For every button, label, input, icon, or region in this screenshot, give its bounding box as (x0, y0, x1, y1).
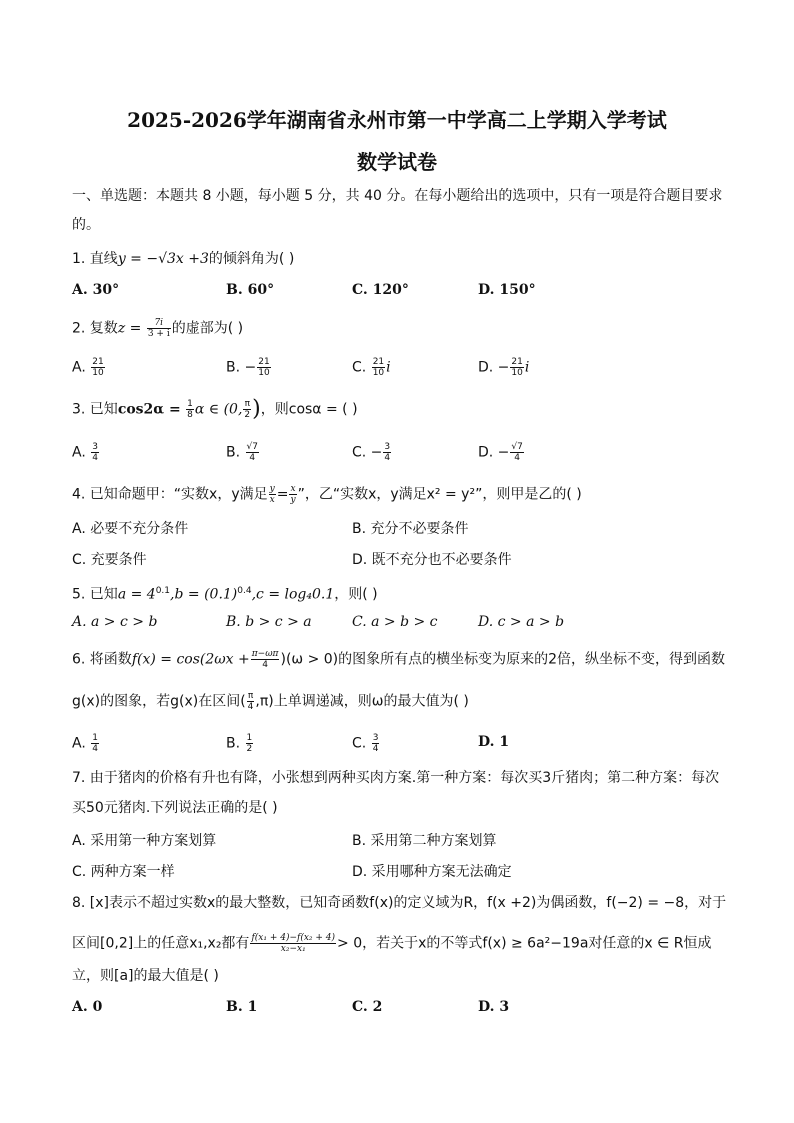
fraction: $\frac{3}{4}$ (92, 442, 98, 463)
question-3: 3. 已知cos2α = $\frac{1}{8}$ α ∈ (0, $\frac{\pi}{2}$ )，则cosα = ( ) (72, 396, 358, 422)
q3-option-b[interactable]: B. $\frac{√7}{4}$ (226, 442, 258, 463)
q6-option-c[interactable]: C. $\frac{3}{4}$ (352, 733, 379, 754)
q5-option-b[interactable]: B. b > c > a (226, 614, 312, 630)
q3-option-a[interactable]: A. $\frac{3}{4}$ (72, 442, 98, 463)
q4-option-d[interactable]: D. 既不充分也不必要条件 (352, 552, 512, 568)
q5-option-c[interactable]: C. a > b > c (352, 614, 438, 630)
q7-option-d[interactable]: D. 采用哪种方案无法确定 (352, 864, 512, 880)
q6-option-b[interactable]: B. $\frac{1}{2}$ (226, 733, 253, 754)
q5-option-d[interactable]: D. c > a > b (478, 614, 565, 630)
q8-option-d[interactable]: D. 3 (478, 999, 510, 1015)
question-6: 6. 将函数f(x) = cos(2ωx + $\frac{\pi-\omega\pi}{4}$ )(ω > 0)的图象所有点的横坐标变为原来的2倍，纵坐标不变，得到函数 (72, 649, 726, 670)
page-subtitle: 数学试卷 (357, 150, 437, 174)
fraction: $\frac{x}{y}$ (290, 484, 296, 505)
q7-option-b[interactable]: B. 采用第二种方案划算 (352, 833, 497, 849)
q2-option-b[interactable]: B. − $\frac{21}{10}$ (226, 357, 270, 378)
fraction: $\frac{√7}{4}$ (511, 442, 523, 463)
q7-option-a[interactable]: A. 采用第一种方案划算 (72, 833, 217, 849)
question-1: 1. 直线y = −√3x +3的倾斜角为( ) (72, 251, 295, 267)
fraction: $\frac{7i}{3 + i}$ (147, 318, 170, 339)
q2-option-a[interactable]: A. $\frac{21}{10}$ (72, 357, 104, 378)
section-instruction-cont: 的。 (72, 217, 100, 233)
q1-option-b[interactable]: B. 60° (226, 282, 275, 298)
q8-option-a[interactable]: A. 0 (72, 999, 103, 1015)
q6-option-d[interactable]: D. 1 (478, 734, 510, 750)
q3-option-c[interactable]: C. − $\frac{3}{4}$ (352, 442, 391, 463)
q2-option-c[interactable]: C. $\frac{21}{10}$ i (352, 357, 391, 378)
q6-option-a[interactable]: A. $\frac{1}{4}$ (72, 733, 98, 754)
page-title: 2025-2026学年湖南省永州市第一中学高二上学期入学考试 (127, 108, 667, 132)
section-instruction: 一、单选题：本题共 8 小题，每小题 5 分，共 40 分。在每小题给出的选项中，只有一项是符合题目要求 (72, 188, 723, 204)
question-8-cont: 区间[0,2]上的任意x₁,x₂都有 $\frac{\text{f(x₁ + 4)−f(x₂ + 4)}}{\text{x₂−x₁}}$ > 0，若关于x的不等式f(x) ≥ 6a²−19a对任意的x ∈ R恒成 (72, 933, 712, 954)
question-2: 2. 复数z = $\frac{7i}{3 + i}$ 的虚部为( ) (72, 318, 244, 339)
question-6-cont: g(x)的图象，若g(x)在区间( $\frac{\pi}{4}$ ,π)上单调递减，则ω的最大值为( ) (72, 691, 469, 712)
fraction: $\frac{1}{8}$ (187, 399, 193, 420)
q2-option-d[interactable]: D. − $\frac{21}{10}$ i (478, 357, 530, 378)
fraction: $\frac{21}{10}$ (258, 357, 270, 378)
fraction: $\frac{21}{10}$ (372, 357, 385, 378)
q8-option-b[interactable]: B. 1 (226, 999, 258, 1015)
question-4: 4. 已知命题甲：“实数x，y满足 $\frac{y}{x}$ = $\frac{x}{y}$ ”，乙“实数x，y满足x² = y²”，则甲是乙的( ) (72, 484, 582, 505)
q1-option-a[interactable]: A. 30° (72, 282, 120, 298)
fraction: $\frac{√7}{4}$ (246, 442, 258, 463)
fraction: $\frac{1}{4}$ (92, 733, 98, 754)
question-8-cont2: 立，则[a]的最大值是( ) (72, 968, 219, 984)
fraction: $\frac{3}{4}$ (372, 733, 379, 754)
q4-option-b[interactable]: B. 充分不必要条件 (352, 521, 469, 537)
q1-option-c[interactable]: C. 120° (352, 282, 409, 298)
q4-option-c[interactable]: C. 充要条件 (72, 552, 147, 568)
q5-option-a[interactable]: A. a > c > b (72, 614, 158, 630)
q7-option-c[interactable]: C. 两种方案一样 (72, 864, 175, 880)
fraction: $\frac{21}{10}$ (511, 357, 523, 378)
q8-option-c[interactable]: C. 2 (352, 999, 383, 1015)
fraction: $\frac{\pi}{4}$ (247, 691, 254, 712)
fraction: $\frac{21}{10}$ (92, 357, 104, 378)
fraction: $\frac{\text{f(x₁ + 4)−f(x₂ + 4)}}{\text{x₂−x₁}}$ (251, 933, 336, 954)
fraction: $\frac{3}{4}$ (384, 442, 391, 463)
fraction: $\frac{1}{2}$ (246, 733, 253, 754)
fraction: $\frac{y}{x}$ (269, 484, 275, 505)
q4-option-a[interactable]: A. 必要不充分条件 (72, 521, 189, 537)
q1-option-d[interactable]: D. 150° (478, 282, 536, 298)
question-7-cont: 买50元猪肉.下列说法正确的是( ) (72, 800, 278, 816)
q3-option-d[interactable]: D. − $\frac{√7}{4}$ (478, 442, 523, 463)
question-8: 8. [x]表示不超过实数x的最大整数，已知奇函数f(x)的定义域为R，f(x +2)为偶函数，f(−2) = −8，对于 (72, 895, 727, 911)
fraction: $\frac{\pi-\omega\pi}{4}$ (251, 649, 279, 670)
question-5: 5. 已知$a = 4^{0.1},b = (0.1)^{0.4},c = \log_40.1$，则( ) (72, 586, 378, 603)
fraction: $\frac{\pi}{2}$ (244, 399, 251, 420)
question-7: 7. 由于猪肉的价格有升也有降，小张想到两种买肉方案.第一种方案：每次买3斤猪肉；第二种方案：每次 (72, 770, 720, 786)
